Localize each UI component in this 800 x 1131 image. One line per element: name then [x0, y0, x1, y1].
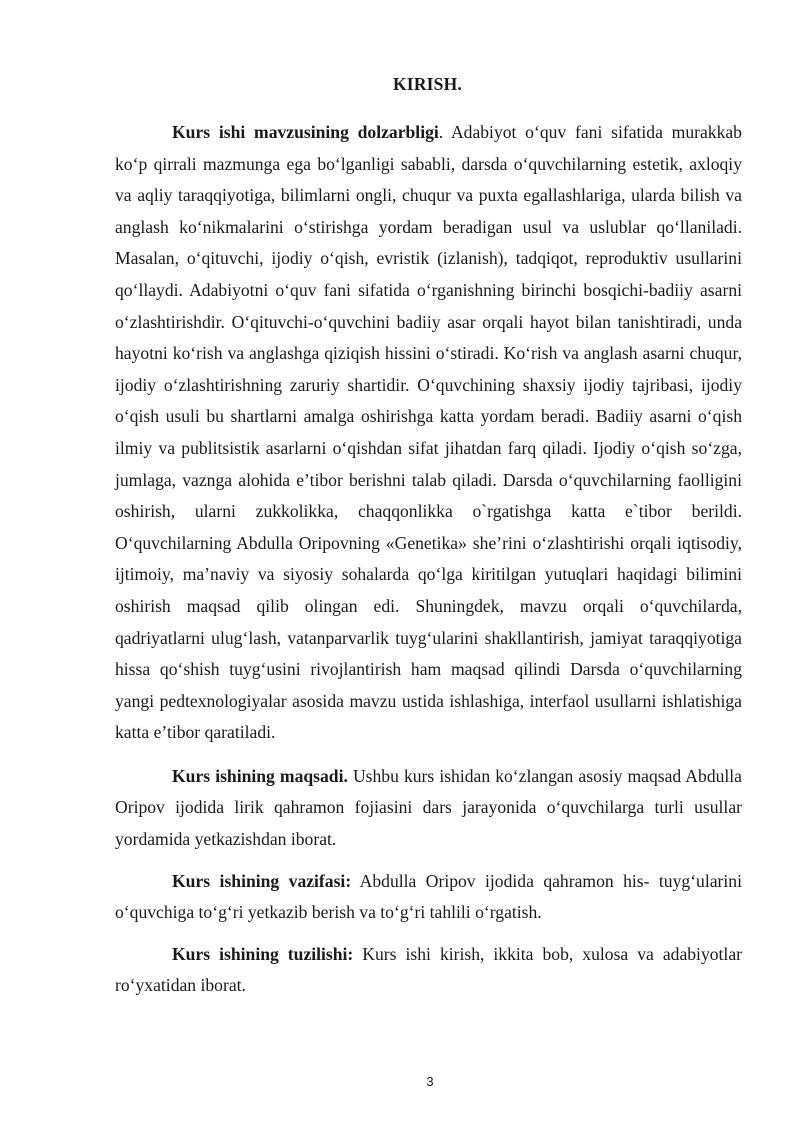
paragraph-text: Kurs ishi kirish, ikkita bob, xulosa va adabiyotlar ro‘yxatidan iborat.: [115, 943, 742, 996]
paragraph-tuzilish: [115, 939, 742, 1002]
paragraph-text: Abdulla Oripov ijodida qahramon his- tuyg‘ularini o‘quvchiga to‘g‘ri yetkazib berish va to‘g‘ri tahlili o‘rgatish.: [115, 870, 742, 923]
paragraph-dolzarblik: [115, 117, 742, 749]
page-title: KIRISH.: [393, 74, 462, 94]
paragraph-lead: Kurs ishining tuzilishi:: [172, 943, 354, 964]
paragraph-maqsad: [115, 761, 742, 856]
paragraph-text: . Adabiyot o‘quv fani sifatida murakkab ko‘p qirrali mazmunga ega bo‘lganligi sababli, darsda o‘quvchilarning estetik, axloqiy va aqliy taraqqiyotiga, bilimlarni ongli, chuqur va puxta egallashlariga, ularda bilish va anglash ko‘nikmalarini o‘stirishga yordam beradigan usul va uslublar qo‘llaniladi. Masalan, o‘qituvchi, ijodiy o‘qish, evristik (izlanish), tadqiqot, reproduktiv usullarini qo‘llaydi. Adabiyotni o‘quv fani sifatida o‘rganishning birinchi bosqichi-badiiy asarni o‘zlashtirishdir. O‘qituvchi-o‘quvchini badiiy asar orqali hayot bilan tanishtiradi, unda hayotni ko‘rish va anglashga qiziqish hissini o‘stiradi. Ko‘rish va anglash asarni chuqur, ijodiy o‘zlashtirishning zaruriy shartidir. O‘quvchining shaxsiy ijodiy tajribasi, ijodiy o‘qish usuli bu shartlarni amalga oshirishga katta yordam beradi. Badiiy asarni o‘qish ilmiy va publitsistik asarlarni o‘qishdan sifat jihatdan farq qiladi. Ijodiy o‘qish so‘zga, jumlaga, vaznga alohida e’tibor berishni talab qiladi. Darsda o‘quvchilarning faolligini oshirish, ularni zukkolikka, chaqqonlikka o`rgatishga katta e`tibor berildi. O‘quvchilarning Abdulla Oripovning «Genetika» she’rini o‘zlashtirishi orqali iqtisodiy, ijtimoiy, ma’naviy va siyosiy sohalarda qo‘lga kiritilgan yutuqlari haqidagi bilimini oshirish maqsad qilib olingan edi. Shuningdek, mavzu orqali o‘quvchilarda, qadriyatlarni ulug‘lash, vatanparvarlik tuyg‘ularini shakllantirish, jamiyat taraqqiyotiga hissa qo‘shish tuyg‘usini rivojlantirish ham maqsad qilindi Darsda o‘quvchilarning yangi pedtexnologiyalar asosida mavzu ustida ishlashiga, interfaol usullarni ishlatishiga katta e’tibor qaratiladi.: [115, 122, 742, 743]
page-number: 3: [426, 1074, 434, 1089]
paragraph-vazifa: [115, 866, 742, 929]
paragraph-lead: Kurs ishining vazifasi:: [172, 870, 352, 891]
paragraph-lead: Kurs ishi mavzusining dolzarbligi: [172, 122, 439, 142]
paragraph-text: Ushbu kurs ishidan ko‘zlangan asosiy maqsad Abdulla Oripov ijodida lirik qahramon fojiasini dars jarayonida o‘quvchilarga turli usullar yordamida yetkazishdan iborat.: [115, 765, 742, 850]
document-body: [115, 117, 742, 1002]
paragraph-lead: Kurs ishining maqsadi.: [172, 765, 348, 786]
